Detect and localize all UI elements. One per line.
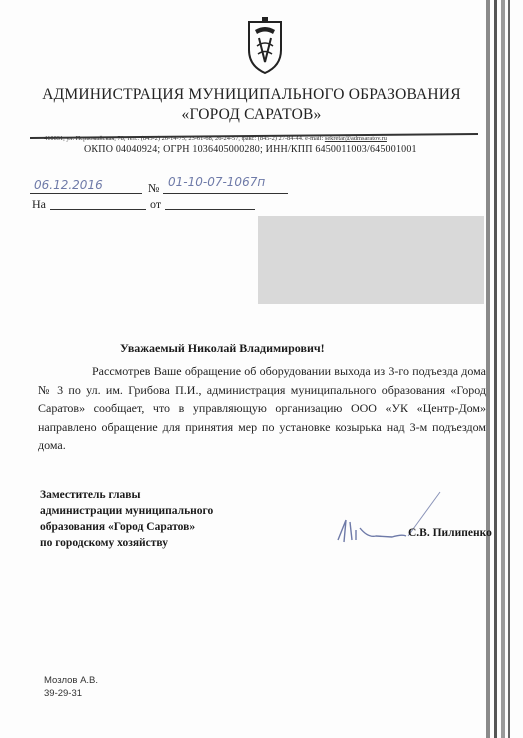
coat-of-arms-icon: [245, 16, 285, 76]
number-label: №: [148, 181, 160, 195]
redacted-address-block: [258, 216, 484, 304]
org-title: АДМИНИСТРАЦИЯ МУНИЦИПАЛЬНОГО ОБРАЗОВАНИЯ: [42, 86, 461, 103]
from-label: от: [150, 197, 162, 211]
handwritten-signature-icon: [332, 490, 452, 548]
on-label: На: [32, 197, 46, 211]
executor-phone: 39-29-31: [44, 688, 83, 699]
contacts-text: 410031, ул. Первомайская, 78, тел.: (845-2) 26-14-75; 23-61-68, 26-24-57, факс: (845-2) 27-84-44. e-mail:: [44, 135, 324, 142]
position-line: Заместитель главы: [40, 489, 141, 501]
salutation: Уважаемый Николай Владимирович!: [120, 341, 325, 355]
org-title-city: «ГОРОД САРАТОВ»: [181, 106, 322, 123]
position-line: по городскому хозяйству: [40, 537, 168, 549]
registration-codes: ОКПО 04040924; ОГРН 1036405000280; ИНН/КПП 6450011003/645001001: [84, 144, 417, 155]
number-line: [163, 193, 288, 194]
from-line: [165, 209, 255, 210]
handwritten-number: 01-10-07-1067п: [168, 175, 266, 189]
signatory-name: С.В. Пилипенко: [408, 527, 492, 539]
executor-info: [44, 674, 98, 700]
letter-body: [38, 362, 486, 455]
email-link[interactable]: sekretar@admsaratov.ru: [324, 135, 387, 142]
handwritten-date: 06.12.2016: [34, 178, 103, 192]
body-paragraph: Рассмотрев Ваше обращение об оборудовании выхода из 3-го подъезда дома № 3 по ул. им. Грибова П.И., администрация муниципального образования «Город Саратов» сообщает, что в управляющую организацию ООО «УК «Центр-Дом» направлено обращение для принятия мер по установке козырька над 3-м подъездом дома.: [38, 364, 486, 453]
on-line: [50, 209, 146, 210]
signatory-position: [40, 487, 280, 551]
contacts-line: [44, 135, 387, 142]
date-line: [30, 193, 142, 194]
position-line: образования «Город Саратов»: [40, 521, 196, 533]
executor-name: Мозлов А.В.: [44, 675, 99, 686]
position-line: администрации муниципального: [40, 505, 214, 517]
